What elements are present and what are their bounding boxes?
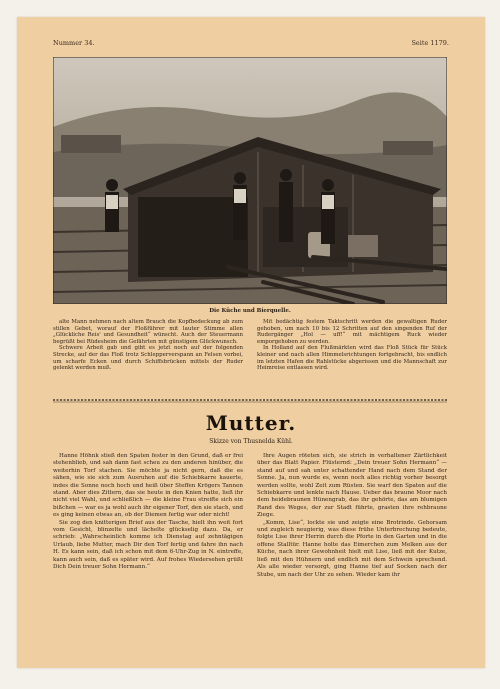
story-title: Mutter. <box>205 411 297 435</box>
paragraph: „Komm, Lise“, lockte sie und zeigte eine Brotrinde. Gehorsam und zugleich neugierig, was diese frühe Unterbrechung bedeute, folgte Lise ihrer Herrin durch die Pforte in den Garten und in die offene Stalltür. Hanne holte das Eimerchen zum Melken aus der Küche, nach ihrer Gewohnheit hielt mit Lise, ließ mit der Kutze, ließ mit den Hühnern und endlich mit dem Schwein sprechend. Als alle wieder versorgt, ging Hanne tief auf Socken nach der Stube, um nach der Uhr zu sehen. Wieder kam ihr <box>257 519 447 578</box>
issue-number: Nummer 34. <box>53 39 95 47</box>
photograph-raft-kitchen <box>53 57 447 304</box>
paragraph: Sie zog den knitterigen Brief aus der Tasche, hielt ihn weit fort vom Gesicht, blinzelte und lächelte glückselig dazu. Da, er schrieb: „Wahrscheinlich komme ich Dienstag auf zehntägigen Urlaub, liebe Mutter, mach Dir den Torf fertig und fahre ihn nach H. Es kann sein, daß ich schon mit dem 6-Uhr-Zug in N. eintreffe, kann auch sein, daß es später wird. Auf frohes Wiedersehen grüßt Dich Dein treuer Sohn Hermann.“ <box>53 519 243 571</box>
paragraph: Mit bedächtig festem Taktschritt werden die gewaltigen Ruder gehoben, um nach 10 bis 12 Schritten auf den singenden Ruf der Rudergänger „Hol — uff!“ mit mächtigem Ruck wieder emporgehoben zu werden. <box>257 319 447 345</box>
page-header <box>53 39 449 47</box>
paragraph: Ihre Augen röteten sich, sie strich in verhaltener Zärtlichkeit über das Blatt Papier. Flüsternd: „Dein treuer Sohn Hermann“ — stand auf und sah unter schattender Hand nach dem Stand der Sonne. Ja, nun wurde es, wenn noch alles richtig vorher besorgt werden sollte, wohl Zeit zum Rüsten. Sie warf den Spaten auf die Schiebkarre und lenkte nach Hause. Ueber das braune Moor nach dem heidebraunen Hünengrab, das ihr gehörte, das am blumigen Rand des Weges, der zur Stadt führte, grasten ihre rehbraune Ziege. <box>257 453 447 519</box>
story-left-column <box>53 453 243 579</box>
upper-text-columns <box>53 319 447 372</box>
upper-left-column <box>53 319 243 372</box>
page-number: Seite 1179. <box>411 39 449 47</box>
story-right-column <box>257 453 447 579</box>
photo-illustration <box>53 57 447 304</box>
paragraph: Hanne Höhnk stieß den Spaten fester in den Grund, daß er frei stehenblieb, und sah dann fast scheu zu den anderen hinüber, die weiterhin Torf stachen. Sie möchte ja nicht gern, daß die es sähen, wie sie sich zum Ausruhen auf die Schiebkarre kauerte, indes die Sonne noch hoch und heiß über Steffen Krögers Tannen stand. Aber dies Zittern, das sie heute in den Knien hatte, ließ ihr nicht viel Wahl, und schließlich — die kleine Frau streifte sich ein bißchen — war es ja wohl auch ihr eigener Torf, den sie stach, und es ging keinen etwas an, ob der Diemen fertig war oder nicht! <box>53 453 243 519</box>
story-subtitle: Skizze von Thusnelda Kühl. <box>209 438 293 445</box>
decorative-rule <box>53 397 447 403</box>
upper-right-column <box>257 319 447 372</box>
page-sheet <box>17 17 485 668</box>
story-columns <box>53 453 447 579</box>
paragraph: Schwere Arbeit gab und gibt es jetzt noch auf der folgenden Strecke, auf der das Floß trotz Schlepperverspann an Felsen vorbei, um scharfe Ecken und durch Schiffsbrücken mittels der Ruder gelenkt werden muß. <box>53 345 243 372</box>
photo-caption: Die Küche und Bierquelle. <box>209 308 291 314</box>
paragraph: alte Mann nehmen nach altem Brauch die Kopfbedeckung ab zum stillen Gebet, worauf der Floßführer mit lauter Stimme allen „Glückliche Reis' und Gesundheit“ wünscht. Auch der Steuermann begrüßt bei Rüdesheim die Gefährten mit günstigem Glückwunsch. <box>53 319 243 345</box>
paragraph: In Holland auf den Flußmärkten wird das Floß Stück für Stück kleiner und nach allen Himmelsrichtungen fortgebracht, bis endlich im letzten Hafen die Rahlstücke abgerissen und die Mannschaft zur Heimreise entlassen wird. <box>257 345 447 372</box>
